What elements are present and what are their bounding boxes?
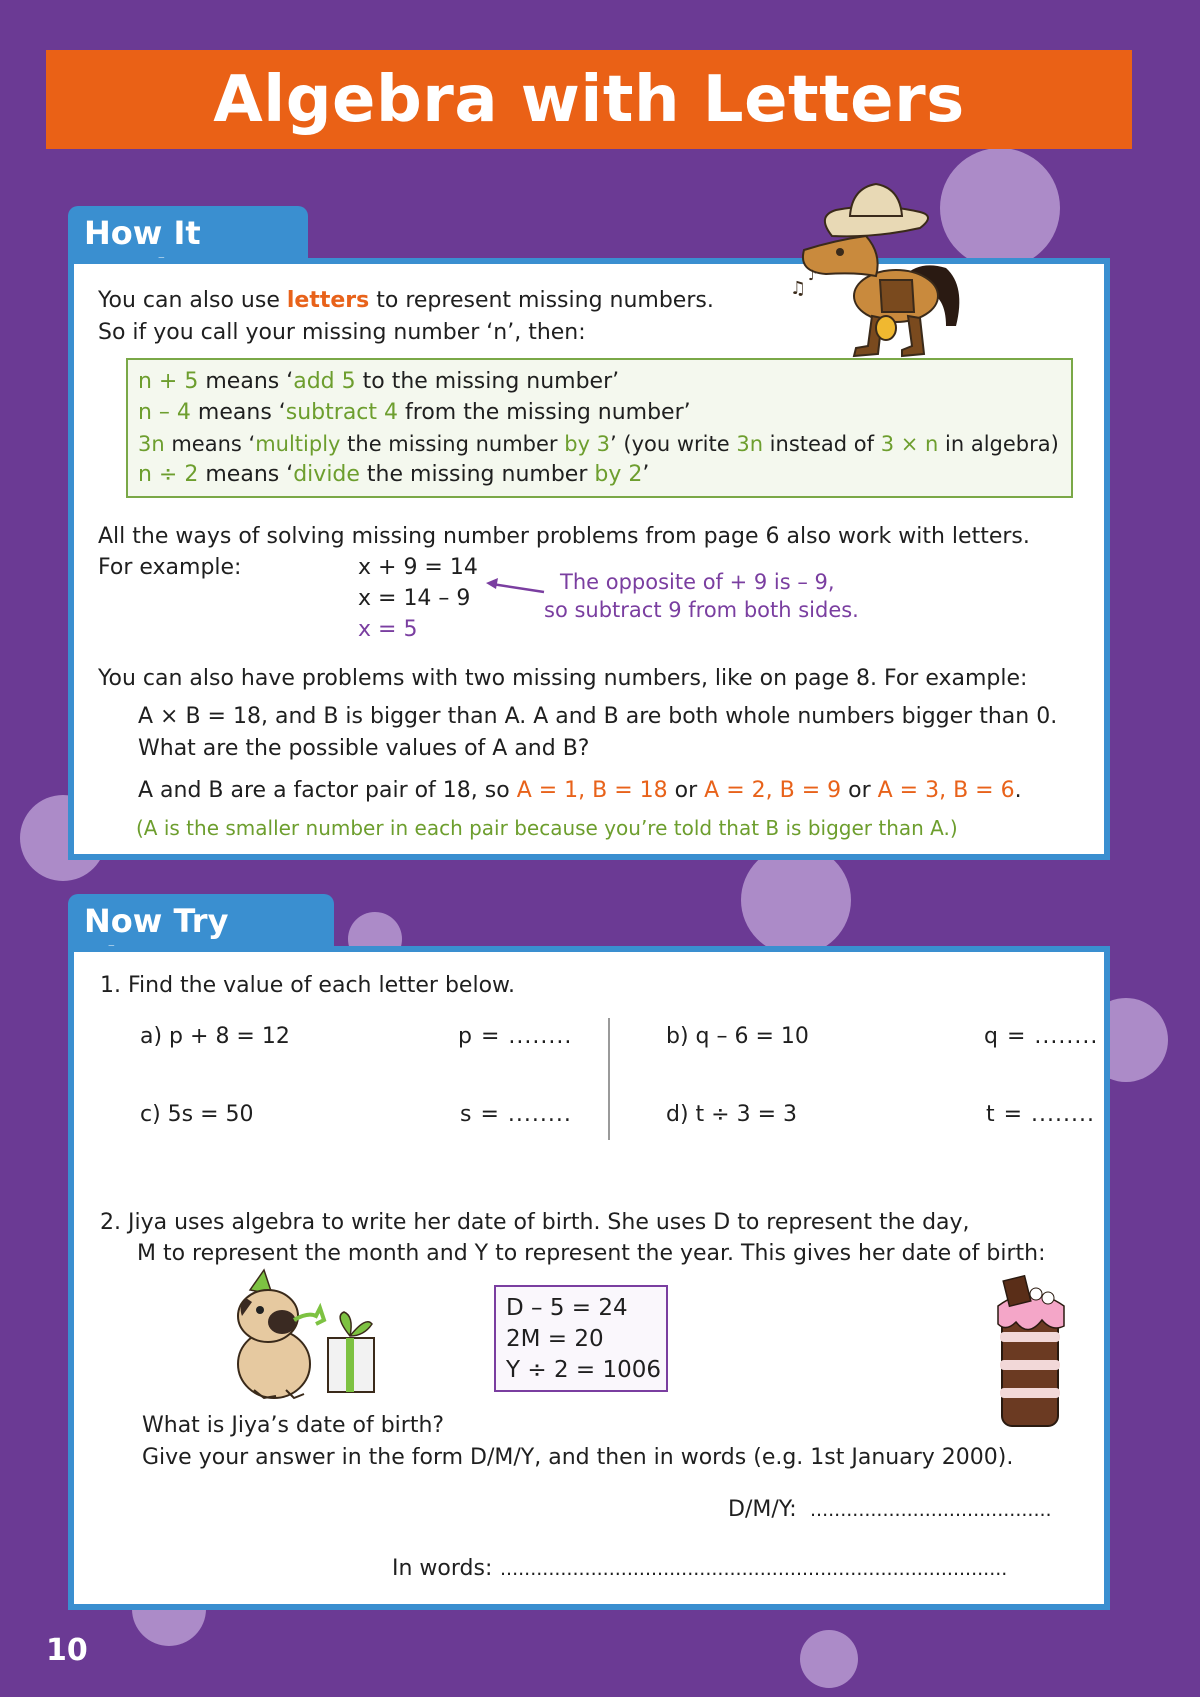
- rule-text: instead of: [763, 432, 881, 456]
- intro-line-2: So if you call your missing number ‘n’, then:: [98, 320, 586, 345]
- rule-divide: [138, 459, 649, 491]
- item-a-label: a) p + 8 = 12: [140, 1024, 290, 1049]
- page-title: Algebra with Letters: [213, 62, 965, 137]
- question-2-instructions: Give your answer in the form D/M/Y, and then in words (e.g. 1st January 2000).: [142, 1445, 1014, 1470]
- rule-expr: n ÷ 2: [138, 462, 199, 487]
- equation-step-2: x = 14 – 9: [358, 586, 471, 611]
- item-d-answer[interactable]: t = ........: [986, 1102, 1095, 1127]
- item-b-label: b) q – 6 = 10: [666, 1024, 809, 1049]
- cowboy-horse-illustration: [790, 176, 972, 366]
- item-b-answer[interactable]: q = ........: [984, 1024, 1099, 1049]
- rule-expr: 3 × n: [880, 432, 939, 456]
- factor-pair-answer: [138, 775, 1022, 807]
- opposite-note-2: so subtract 9 from both sides.: [544, 598, 859, 622]
- answer-pair: A = 2, B = 9: [704, 778, 842, 803]
- ways-line-1: All the ways of solving missing number problems from page 6 also work with letters.: [98, 524, 1030, 549]
- letters-highlight: letters: [286, 288, 370, 313]
- question-2-ask: What is Jiya’s date of birth?: [142, 1413, 445, 1438]
- equation-step-1: x + 9 = 14: [358, 555, 478, 580]
- equation-step-3: x = 5: [358, 617, 418, 642]
- rule-expr: n + 5: [138, 369, 199, 394]
- answer-pair: A = 3, B = 6: [877, 778, 1015, 803]
- rule-text: to the missing number’: [355, 369, 620, 394]
- rule-text: means ‘: [164, 432, 256, 456]
- rule-op: multiply: [255, 432, 341, 456]
- bubble-decoration: [741, 845, 851, 955]
- now-try-these-tab: Now Try: [68, 894, 334, 950]
- answer-text: or: [667, 778, 705, 803]
- how-it-works-tab: How It: [68, 206, 308, 262]
- pug-party-illustration: [224, 1272, 390, 1402]
- cake-illustration: [992, 1276, 1072, 1434]
- intro-line-1: [98, 285, 714, 317]
- rule-op: add 5: [293, 369, 356, 394]
- rule-text: ’ (you write: [610, 432, 737, 456]
- rule-expr: 3n: [138, 432, 165, 456]
- answer-pair: A = 1, B = 18: [516, 778, 668, 803]
- rule-op: by 2: [594, 462, 643, 487]
- rule-op: divide: [293, 462, 360, 487]
- ways-line-2: For example:: [98, 555, 242, 580]
- rule-text: the missing number: [340, 432, 565, 456]
- items-divider: [608, 1018, 610, 1140]
- two-missing-intro: You can also have problems with two missing numbers, like on page 8. For example:: [98, 666, 1028, 691]
- question-1: 1. Find the value of each letter below.: [100, 973, 515, 998]
- answer-text: or: [841, 778, 878, 803]
- factor-pair-note: (A is the smaller number in each pair because you’re told that B is bigger than A.): [136, 816, 958, 840]
- rule-text: the missing number: [359, 462, 595, 487]
- page-number: 10: [46, 1633, 88, 1668]
- item-d-label: d) t ÷ 3 = 3: [666, 1102, 798, 1127]
- two-missing-problem-2: What are the possible values of A and B?: [138, 736, 590, 761]
- intro-text: You can also use: [98, 288, 287, 313]
- answer-text: A and B are a factor pair of 18, so: [138, 778, 517, 803]
- rule-subtract: [138, 397, 691, 429]
- svg-text:♫: ♫: [790, 278, 807, 299]
- rule-expr: n – 4: [138, 400, 191, 425]
- svg-text:♪: ♪: [808, 268, 817, 284]
- bubble-decoration: [800, 1630, 858, 1688]
- dmy-answer-line[interactable]: ........................................: [810, 1499, 1052, 1521]
- rule-add: [138, 366, 619, 398]
- question-2-line-1: 2. Jiya uses algebra to write her date of birth. She uses D to represent the day,: [100, 1210, 970, 1235]
- rule-text: ’: [642, 462, 650, 487]
- rule-expr: 3n: [736, 432, 763, 456]
- rule-text: means ‘: [198, 369, 294, 394]
- words-label: In words:: [392, 1556, 493, 1581]
- arrow-icon: [484, 578, 546, 598]
- two-missing-problem-1: A × B = 18, and B is bigger than A. A and B are both whole numbers bigger than 0.: [138, 704, 1058, 729]
- rule-op: subtract 4: [285, 400, 399, 425]
- title-banner: [46, 50, 1132, 149]
- item-a-answer[interactable]: p = ........: [458, 1024, 573, 1049]
- words-answer-line[interactable]: ....................................................................................: [500, 1558, 1008, 1580]
- item-c-answer[interactable]: s = ........: [460, 1102, 572, 1127]
- rule-text: from the missing number’: [398, 400, 691, 425]
- box-equation-year: Y ÷ 2 = 1006: [506, 1357, 662, 1383]
- box-equation-day: D – 5 = 24: [506, 1295, 628, 1321]
- rule-text: means ‘: [190, 400, 286, 425]
- rule-multiply: [138, 428, 1059, 460]
- box-equation-month: 2M = 20: [506, 1326, 604, 1352]
- intro-text: to represent missing numbers.: [369, 288, 714, 313]
- item-c-label: c) 5s = 50: [140, 1102, 254, 1127]
- rule-text: in algebra): [938, 432, 1059, 456]
- rule-op: by 3: [564, 432, 611, 456]
- opposite-note-1: The opposite of + 9 is – 9,: [560, 570, 835, 594]
- dmy-label: D/M/Y:: [728, 1497, 797, 1522]
- question-2-line-2: M to represent the month and Y to represent the year. This gives her date of birth:: [137, 1241, 1046, 1266]
- rule-text: means ‘: [198, 462, 294, 487]
- answer-text: .: [1014, 778, 1022, 803]
